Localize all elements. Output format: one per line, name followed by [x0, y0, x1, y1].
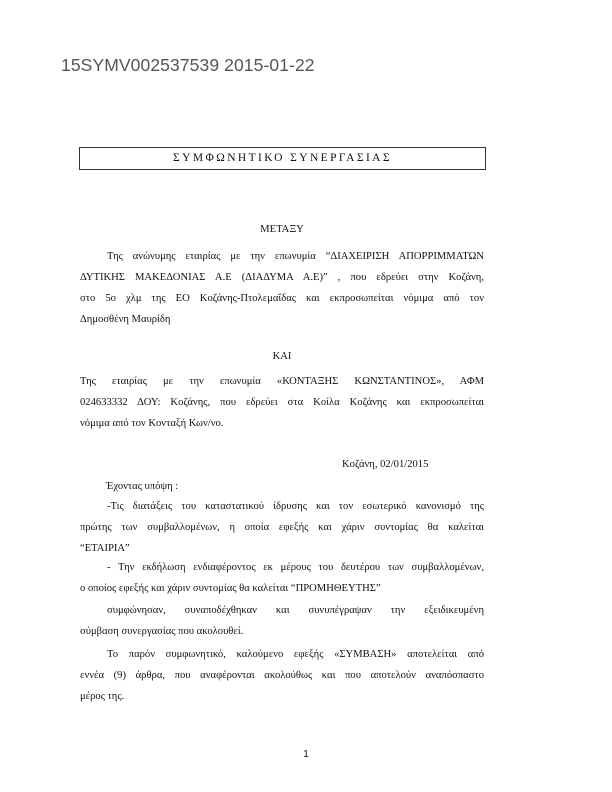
heading-metaxy: ΜΕΤΑΞΥ [260, 224, 304, 235]
agreement-statement [80, 600, 484, 642]
contract-line: Το παρόν συμφωνητικό, καλούμενο εφεξής «ΣΥΜΒΑΣΗ» αποτελείται από [107, 649, 484, 660]
party-two-line: 024633332 ΔΟΥ: Κοζάνης, που εδρεύει στα Κοίλα Κοζάνης και εκπροσωπείται [80, 397, 484, 408]
clause-two-line: ο οποίος εφεξής και χάριν συντομίας θα καλείται “ΠΡΟΜΗΘΕΥΤΗΣ” [80, 583, 381, 594]
party-one-paragraph [80, 246, 484, 330]
contract-line: εννέα (9) άρθρα, που αναφέρονται ακολούθως και που αποτελούν αναπόσπαστο [80, 670, 484, 681]
contract-description [80, 644, 484, 707]
party-two-paragraph [80, 371, 484, 434]
clause-one-line: -Τις διατάξεις του καταστατικού ίδρυσης και τον εσωτερικό κανονισμό της [107, 501, 484, 512]
party-two-line: νόμιμα από τον Κονταξή Κων/νο. [80, 418, 224, 429]
clause-one-line: πρώτης των συμβαλλομένων, η οποία εφεξής και χάριν συντομίας θα καλείται [80, 522, 484, 533]
party-one-line: ΔΥΤΙΚΗΣ ΜΑΚΕΔΟΝΙΑΣ Α.Ε (ΔΙΑΔΥΜΑ Α.Ε)” , που εδρεύει στην Κοζάνη, [80, 272, 484, 283]
agreement-line: συμφώνησαν, συναποδέχθηκαν και συνυπέγραψαν την εξειδικευμένη [107, 605, 484, 616]
clause-one [80, 496, 484, 559]
heading-kai: ΚΑΙ [272, 351, 292, 362]
party-two-line: Της εταιρίας με την επωνυμία «ΚΟΝΤΑΞΗΣ ΚΩΝΣΤΑΝΤΙΝΟΣ», ΑΦΜ [80, 376, 484, 387]
considering-intro: Έχοντας υπόψη : [106, 481, 179, 492]
clause-two-line: - Την εκδήλωση ενδιαφέροντος εκ μέρους του δευτέρου των συμβαλλομένων, [107, 562, 484, 573]
diavgeia-stamp: 15SYMV002537539 2015-01-22 [61, 55, 315, 75]
party-one-line: Της ανώνυμης εταιρίας με την επωνυμία “ΔΙΑΧΕΙΡΙΣΗ ΑΠΟΡΡΙΜΜΑΤΩΝ [107, 251, 484, 262]
document-title: ΣΥΜΦΩΝΗΤΙΚΟ ΣΥΝΕΡΓΑΣΙΑΣ [79, 147, 486, 170]
clause-two [80, 557, 484, 599]
place-date: Κοζάνη, 02/01/2015 [342, 459, 429, 470]
party-one-line: στο 5ο χλμ της ΕΟ Κοζάνης-Πτολεμαΐδας και εκπροσωπείται νόμιμα από τον [80, 293, 484, 304]
clause-one-line: “ΕΤΑΙΡΙΑ” [80, 543, 130, 554]
contract-line: μέρος της. [80, 691, 125, 702]
party-one-line: Δημοσθένη Μαυρίδη [80, 314, 171, 325]
page-number: 1 [303, 749, 309, 760]
agreement-line: σύμβαση συνεργασίας που ακολουθεί. [80, 626, 244, 637]
